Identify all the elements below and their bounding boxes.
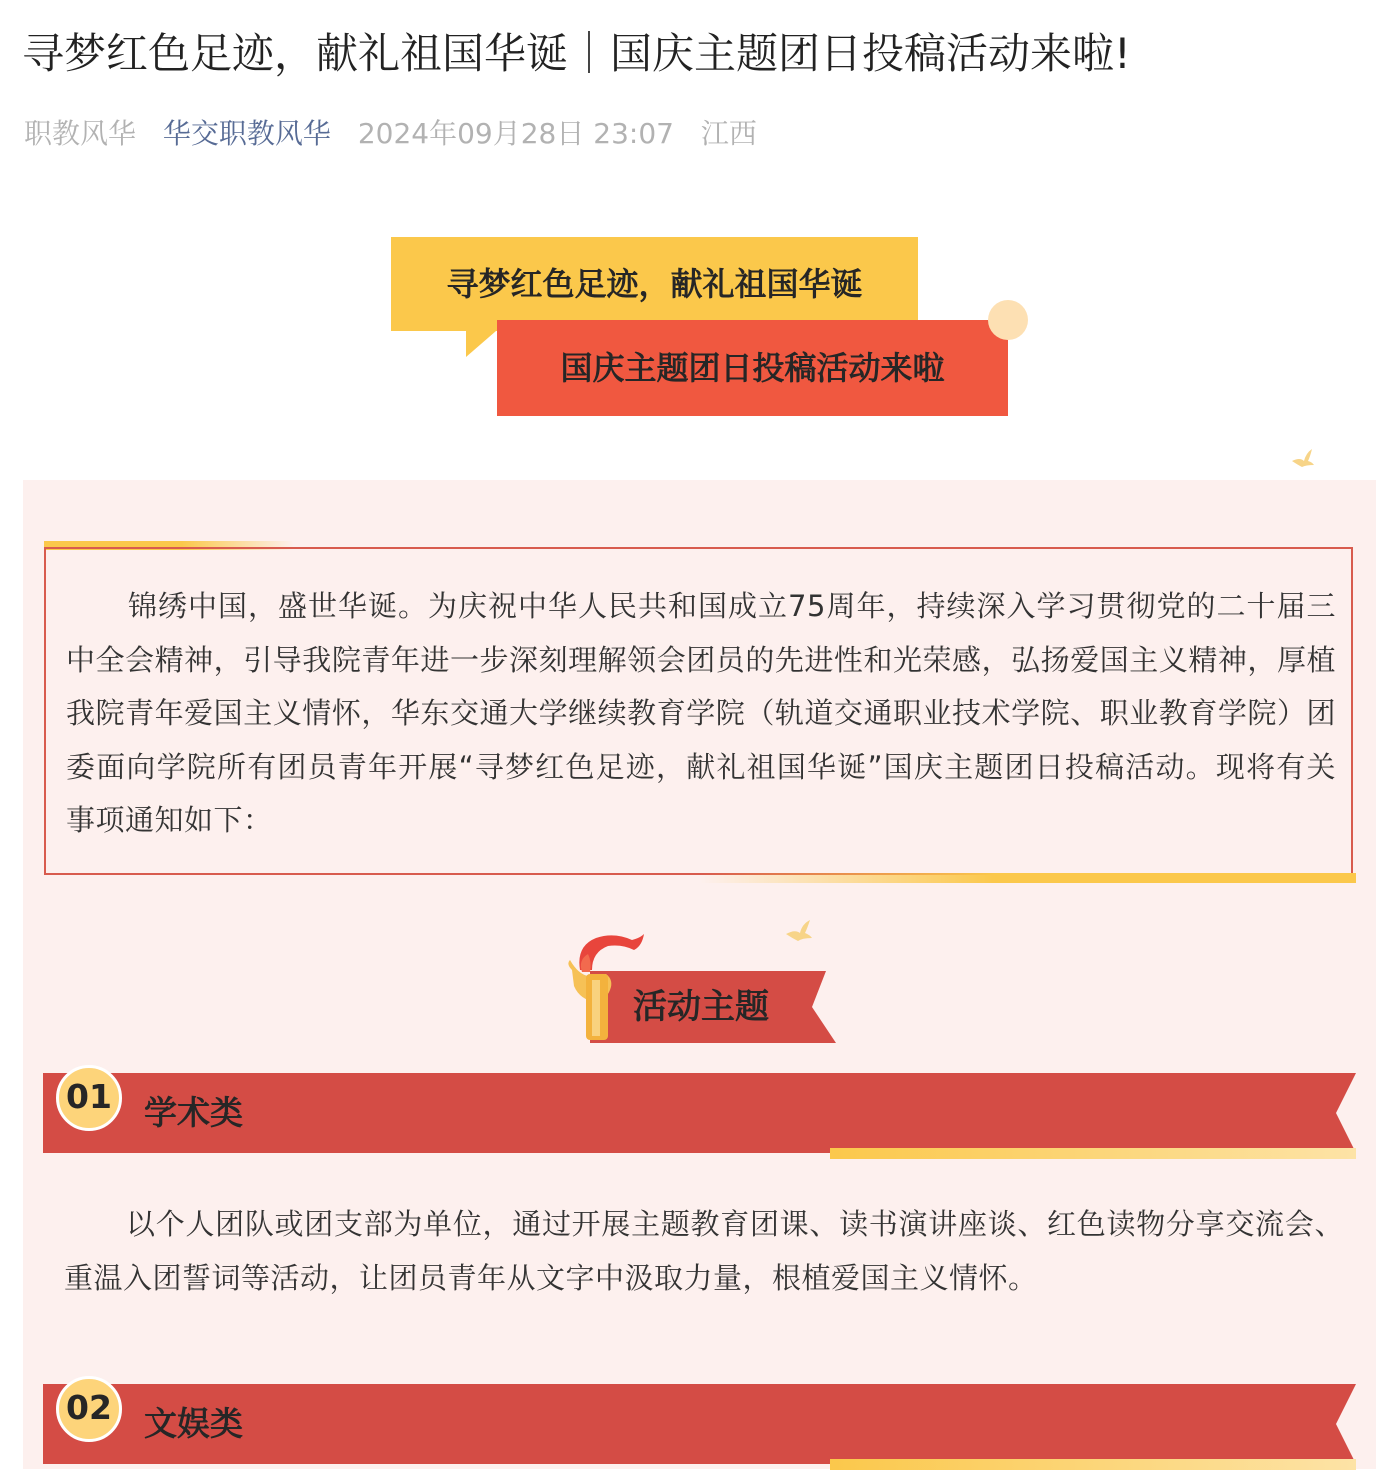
- publish-location: 江西: [700, 117, 757, 150]
- article-title: 寻梦红色足迹，献礼祖国华诞｜国庆主题团日投稿活动来啦!: [22, 29, 1131, 78]
- dove-icon: [784, 918, 814, 944]
- dove-icon: [1290, 447, 1316, 471]
- publish-datetime: 2024年09月28日 23:07: [357, 117, 674, 150]
- account-link[interactable]: 华交职教风华: [162, 117, 331, 150]
- category-number-badge: 01: [56, 1065, 122, 1131]
- banner-line1: 寻梦红色足迹，献礼祖国华诞: [446, 265, 863, 303]
- intro-bottom-stripe: [700, 873, 1356, 883]
- theme-title: 活动主题: [633, 987, 769, 1027]
- category-label: 学术类: [144, 1093, 243, 1132]
- banner-yellow-tail: [466, 331, 496, 357]
- ribbon-stripe: [830, 1459, 1356, 1470]
- category-label: 文娱类: [144, 1404, 243, 1443]
- author-name: 职教风华: [24, 117, 137, 150]
- article-meta: [24, 114, 775, 154]
- category-number-badge: 02: [56, 1376, 122, 1442]
- ribbon-stripe: [830, 1148, 1356, 1159]
- banner-line2: 国庆主题团日投稿活动来啦: [560, 349, 945, 387]
- intro-paragraph: 锦绣中国，盛世华诞。为庆祝中华人民共和国成立75周年，持续深入学习贯彻党的二十届三中全会精神，引导我院青年进一步深刻理解领会团员的先进性和光荣感，弘扬爱国主义精神，厚植我院青年爱国主义情怀，华东交通大学继续教育学院（轨道交通职业技术学院、职业教育学院）团委面向学院所有团员青年开展“寻梦红色足迹，献礼祖国华诞”国庆主题团日投稿活动。现将有关事项通知如下：: [66, 589, 1336, 837]
- category-description: 以个人团队或团支部为单位，通过开展主题教育团课、读书演讲座谈、红色读物分享交流会、重温入团誓词等活动，让团员青年从文字中汲取力量，根植爱国主义情怀。: [64, 1207, 1344, 1295]
